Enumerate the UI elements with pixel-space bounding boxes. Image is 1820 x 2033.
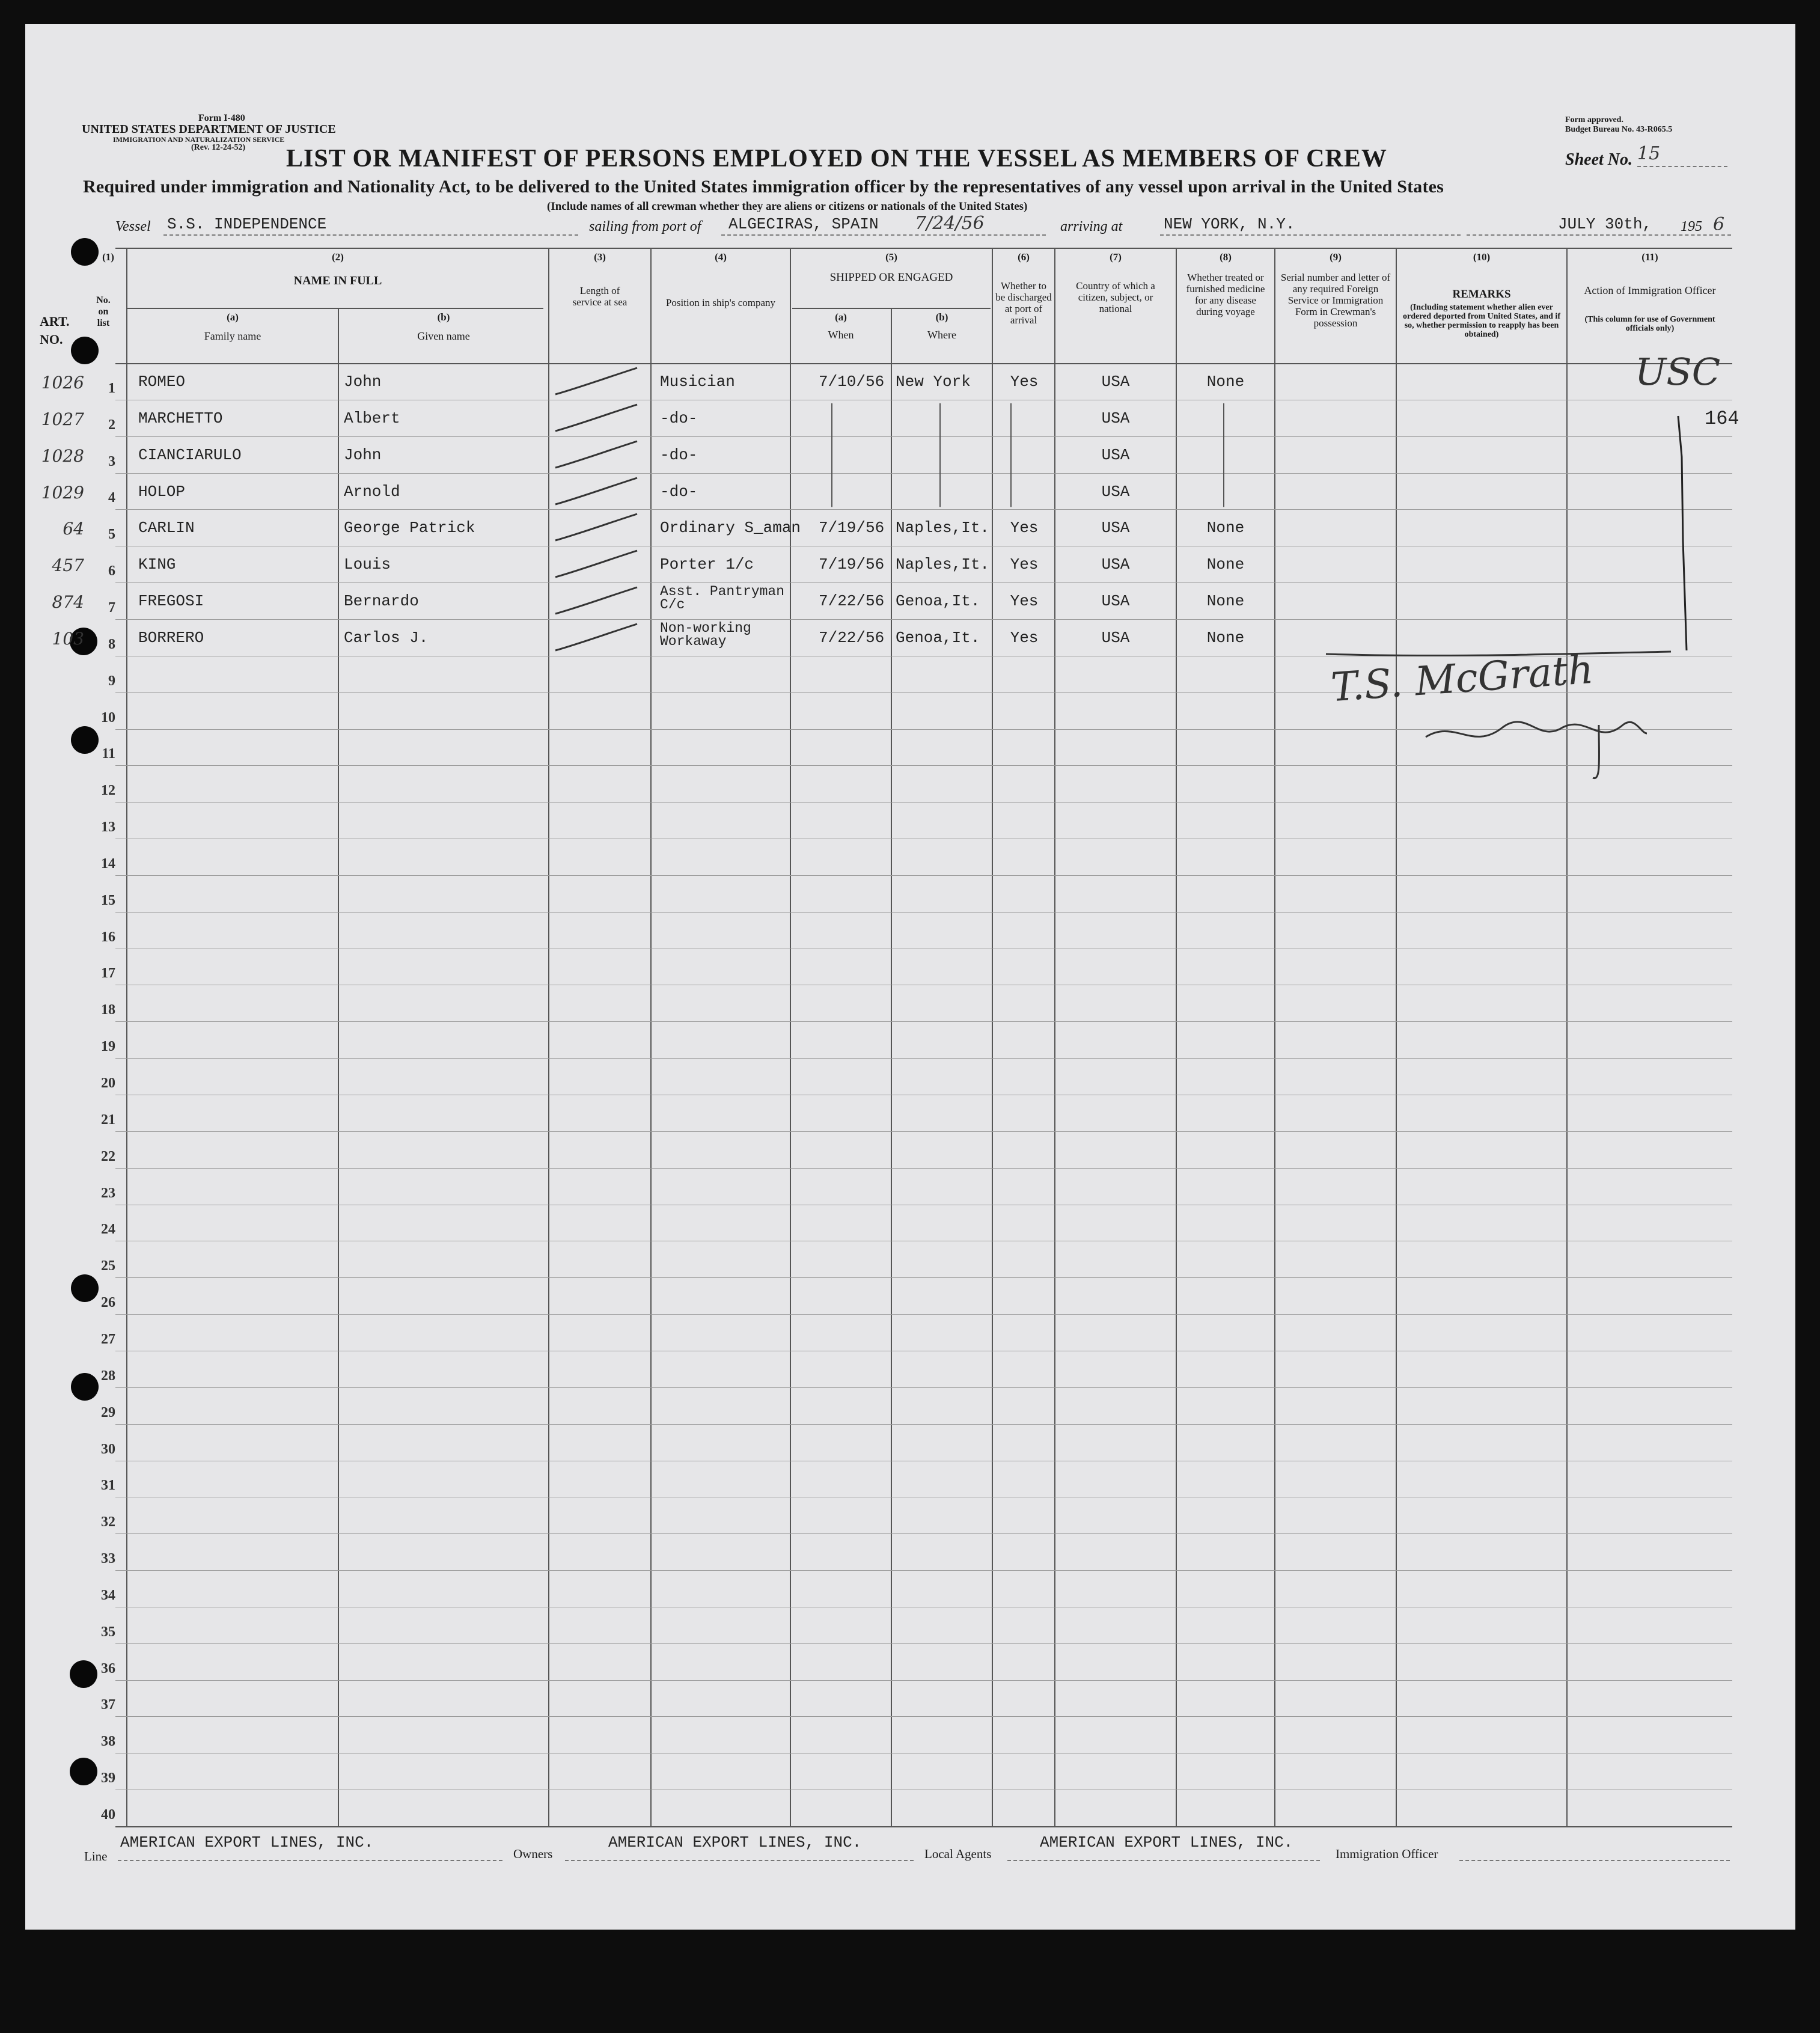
col8-label: Whether treated or furnished medicine for any disease during voyage (1186, 272, 1265, 317)
country: USA (1101, 445, 1130, 464)
sheet-number: 15 (1637, 143, 1661, 164)
sailing-date: 7/24/56 (915, 213, 985, 234)
footer-line-rule (118, 1860, 502, 1861)
position: Non-working Workaway (660, 620, 751, 649)
country: USA (1101, 373, 1130, 391)
given-name: George Patrick (344, 519, 475, 537)
shipped-when: 7/22/56 (819, 628, 885, 647)
row-number: 31 (101, 1478, 115, 1494)
col2-label: NAME IN FULL (293, 274, 382, 287)
row-number: 38 (101, 1734, 115, 1750)
country: USA (1101, 409, 1130, 427)
country: USA (1101, 519, 1130, 537)
count-mark: 164 (1705, 408, 1739, 430)
art-label: ART. (40, 314, 70, 329)
art-number: 874 (52, 592, 84, 613)
medicine: None (1206, 373, 1245, 391)
year-prefix: 195 (1681, 219, 1702, 234)
row-number: 36 (101, 1660, 115, 1677)
row-number: 13 (101, 819, 115, 836)
col10-label: REMARKS (1452, 288, 1511, 301)
footer-owners-label: Owners (513, 1847, 553, 1861)
shipped-where: New York (896, 373, 971, 391)
arrival-date: JULY 30th, (1558, 215, 1652, 233)
country: USA (1101, 628, 1130, 647)
art-number: 103 (52, 628, 84, 649)
row-number: 39 (101, 1770, 115, 1787)
form-number: Form I-480 (198, 113, 245, 123)
position: Musician (660, 373, 735, 391)
sailing-label: sailing from port of (589, 219, 701, 234)
row-number: 19 (101, 1039, 115, 1055)
row-number: 18 (101, 1002, 115, 1018)
note: (Include names of all crewman whether they are aliens or citizens or nationals of the United States) (547, 200, 1028, 213)
row-number: 24 (101, 1221, 115, 1238)
col2a-label: Family name (204, 330, 261, 342)
position: Porter 1/c (660, 555, 754, 574)
row-number: 40 (101, 1807, 115, 1823)
row-number: 8 (108, 636, 115, 652)
position: -do- (660, 482, 698, 501)
col5a-number: (a) (835, 311, 847, 323)
row-number: 20 (101, 1075, 115, 1091)
col2a-number: (a) (227, 311, 239, 323)
given-name: Bernardo (344, 592, 419, 611)
shipped-when: 7/19/56 (819, 555, 885, 574)
row-number: 21 (101, 1111, 115, 1128)
given-name: Louis (344, 555, 391, 574)
row-number: 1 (108, 380, 115, 396)
family-name: CIANCIARULO (138, 445, 242, 464)
col8-number: (8) (1220, 251, 1232, 263)
position: -do- (660, 445, 698, 464)
art-number: 64 (63, 519, 84, 539)
medicine: None (1206, 519, 1245, 537)
col9-number: (9) (1330, 251, 1342, 263)
shipped-where: Genoa,It. (896, 628, 980, 647)
col11-label: Action of Immigration Officer (1584, 284, 1716, 296)
row-number: 16 (101, 929, 115, 945)
row-number: 12 (101, 783, 115, 799)
shipped-where: Naples,It. (896, 519, 990, 537)
row-number: 15 (101, 892, 115, 908)
col1-number: (1) (102, 251, 114, 263)
given-name: Carlos J. (344, 628, 429, 647)
col5b-number: (b) (935, 311, 948, 323)
col9-label: Serial number and letter of any required Foreign Service or Immigration Form in Crewman's possession (1280, 272, 1391, 329)
sailing-port: ALGECIRAS, SPAIN (728, 215, 879, 233)
row-number: 22 (101, 1148, 115, 1164)
year-digit: 6 (1713, 214, 1725, 235)
col7-label: Country of which a citizen, subject, or national (1076, 280, 1155, 314)
shipped-when: 7/22/56 (819, 592, 885, 611)
shipped-when: 7/10/56 (819, 373, 885, 391)
art-number: 457 (52, 555, 84, 576)
position: -do- (660, 409, 698, 427)
art-number: 1027 (41, 409, 84, 429)
row-number: 2 (108, 417, 115, 433)
arriving-label: arriving at (1060, 219, 1123, 234)
col4-number: (4) (715, 251, 727, 263)
family-name: MARCHETTO (138, 409, 223, 427)
col7-number: (7) (1110, 251, 1122, 263)
country: USA (1101, 592, 1130, 611)
row-number: 5 (108, 527, 115, 543)
given-name: Arnold (344, 482, 400, 501)
row-number: 37 (101, 1697, 115, 1713)
given-name: John (344, 373, 382, 391)
family-name: HOLOP (138, 482, 186, 501)
row-number: 35 (101, 1624, 115, 1640)
row-number: 9 (108, 673, 115, 689)
row-number: 33 (101, 1551, 115, 1567)
col6-number: (6) (1018, 251, 1030, 263)
footer-owners: AMERICAN EXPORT LINES, INC. (608, 1833, 862, 1851)
medicine: None (1206, 555, 1245, 574)
row-number: 28 (101, 1368, 115, 1384)
row-number: 25 (101, 1258, 115, 1274)
bracket-mark (1678, 416, 1687, 650)
col11-number: (11) (1641, 251, 1658, 263)
col2b-label: Given name (417, 330, 470, 342)
col5-label: SHIPPED OR ENGAGED (829, 271, 953, 284)
arrival-port: NEW YORK, N.Y. (1164, 215, 1295, 233)
scribble-mark (1426, 722, 1647, 778)
col10-number: (10) (1473, 251, 1491, 263)
footer-line-label: Line (84, 1849, 108, 1863)
shipped-where: Naples,It. (896, 555, 990, 574)
col2-number: (2) (332, 251, 344, 263)
row-number: 27 (101, 1331, 115, 1347)
art-number: 1026 (41, 373, 84, 393)
row-number: 7 (108, 599, 115, 616)
col5b-label: Where (927, 329, 956, 341)
budget-bureau: Budget Bureau No. 43-R065.5 (1565, 125, 1673, 134)
signature: T.S. McGrath (1329, 646, 1595, 711)
col3-label: Length of service at sea (572, 285, 628, 308)
usc-mark: USC (1635, 350, 1721, 394)
row-number: 17 (101, 965, 115, 982)
row-number: 29 (101, 1404, 115, 1420)
discharge: Yes (1010, 592, 1039, 611)
given-name: John (344, 445, 382, 464)
row-number: 6 (108, 563, 115, 579)
row-number: 14 (101, 855, 115, 872)
service: IMMIGRATION AND NATURALIZATION SERVICE (113, 135, 285, 144)
family-name: KING (138, 555, 176, 574)
row-number: 3 (108, 453, 115, 469)
subtitle: Required under immigration and Nationality Act, to be delivered to the United States immigration officer by the representatives of any vessel upon arrival in the United States (83, 177, 1444, 197)
discharge: Yes (1010, 519, 1039, 537)
position: Asst. Pantryman C/c (660, 584, 785, 613)
discharge: Yes (1010, 373, 1039, 391)
family-name: CARLIN (138, 519, 195, 537)
col5a-label: When (828, 329, 854, 341)
art-number: 1028 (41, 445, 84, 466)
country: USA (1101, 482, 1130, 501)
art-number: 1029 (41, 482, 84, 503)
shipped-when: 7/19/56 (819, 519, 885, 537)
department: UNITED STATES DEPARTMENT OF JUSTICE (82, 123, 336, 136)
position: Ordinary S_aman (660, 519, 801, 537)
footer-officer-label: Immigration Officer (1336, 1847, 1438, 1861)
col5-number: (5) (885, 251, 897, 263)
row-number: 26 (101, 1295, 115, 1311)
col2b-number: (b) (437, 311, 450, 323)
family-name: ROMEO (138, 373, 186, 391)
footer-agents-label: Local Agents (924, 1847, 992, 1861)
footer-line: AMERICAN EXPORT LINES, INC. (120, 1833, 374, 1851)
col10-note: (Including statement whether alien ever ordered deported from United States, and if so, whether permission to reapply has been obtained) (1403, 303, 1560, 339)
row-number: 30 (101, 1441, 115, 1457)
page-title: LIST OR MANIFEST OF PERSONS EMPLOYED ON THE VESSEL AS MEMBERS OF CREW (286, 145, 1387, 173)
discharge: Yes (1010, 555, 1039, 574)
given-name: Albert (344, 409, 400, 427)
medicine: None (1206, 628, 1245, 647)
footer-owners-rule (565, 1860, 914, 1861)
row-number: 10 (101, 709, 115, 726)
form-approved: Form approved. (1565, 115, 1623, 124)
discharge: Yes (1010, 628, 1039, 647)
shipped-where: Genoa,It. (896, 592, 980, 611)
medicine: None (1206, 592, 1245, 611)
col11-note: (This column for use of Government officials only) (1584, 315, 1715, 333)
footer-agents-rule (1007, 1860, 1320, 1861)
col4-label: Position in ship's company (665, 297, 776, 308)
col1-label: No. on list (96, 295, 111, 328)
art-no-label: NO. (40, 332, 63, 347)
underline-mark (1326, 652, 1671, 656)
footer-agents: AMERICAN EXPORT LINES, INC. (1040, 1833, 1293, 1851)
country: USA (1101, 555, 1130, 574)
vessel-name: S.S. INDEPENDENCE (167, 215, 327, 233)
sheet-label: Sheet No. (1565, 150, 1632, 169)
col3-number: (3) (594, 251, 606, 263)
family-name: FREGOSI (138, 592, 204, 611)
row-number: 23 (101, 1185, 115, 1201)
footer-officer-rule (1459, 1860, 1730, 1861)
revision: (Rev. 12-24-52) (191, 143, 246, 152)
row-number: 4 (108, 490, 115, 506)
family-name: BORRERO (138, 628, 204, 647)
vessel-label: Vessel (115, 219, 151, 234)
col6-label: Whether to be discharged at port of arrival (995, 280, 1052, 326)
row-number: 11 (102, 746, 115, 762)
row-number: 34 (101, 1587, 115, 1603)
row-number: 32 (101, 1514, 115, 1530)
